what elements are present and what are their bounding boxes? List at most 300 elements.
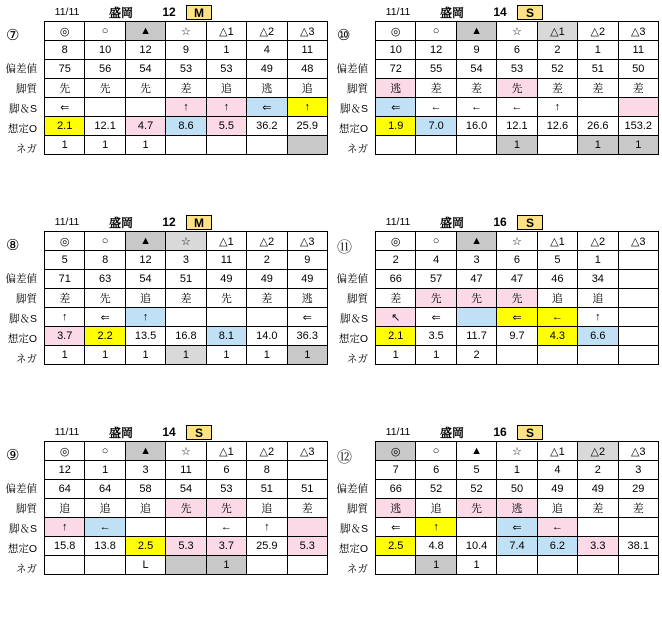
table-cell: 64: [45, 480, 85, 499]
table-cell: 46: [537, 270, 577, 289]
table-cell: 7.4: [497, 537, 537, 556]
table-cell: △3: [287, 22, 327, 41]
table-cell: [166, 308, 206, 327]
table-cell: 差: [166, 79, 206, 98]
table-cell: ◎: [45, 232, 85, 251]
table-cell: 1: [497, 136, 537, 155]
table-cell: 4.7: [125, 117, 165, 136]
table-cell: 16.8: [166, 327, 206, 346]
table-cell: △3: [287, 232, 327, 251]
panel-index: ⑨: [6, 447, 20, 464]
race-panel: [0, 420, 331, 628]
table-cell: 8.1: [206, 327, 246, 346]
race-class-badge: S: [517, 215, 543, 230]
table-cell: 5: [537, 251, 577, 270]
table-cell: 5.3: [166, 537, 206, 556]
table-cell: 25.9: [287, 117, 327, 136]
table-cell: 54: [456, 60, 496, 79]
table-cell: 47: [456, 270, 496, 289]
table-cell: △2: [578, 442, 618, 461]
table-cell: 48: [287, 60, 327, 79]
table-cell: 49: [578, 480, 618, 499]
table-cell: 72: [376, 60, 416, 79]
table-row: [45, 308, 328, 327]
table-cell: 追: [85, 499, 125, 518]
row-label: 脚質: [347, 83, 368, 95]
table-cell: ○: [416, 442, 456, 461]
race-date: 11/11: [54, 426, 80, 438]
table-cell: 10: [85, 41, 125, 60]
table-cell: 逃: [376, 499, 416, 518]
table-cell: 追: [416, 499, 456, 518]
row-label: 脚＆S: [8, 103, 37, 115]
race-table: [44, 441, 328, 575]
table-cell: 6: [497, 251, 537, 270]
table-cell: [287, 136, 327, 155]
table-cell: 追: [206, 79, 246, 98]
table-cell: [537, 136, 577, 155]
table-cell: 2: [578, 461, 618, 480]
table-cell: 16.0: [456, 117, 496, 136]
table-cell: 49: [287, 270, 327, 289]
table-cell: 1: [125, 136, 165, 155]
table-cell: △2: [578, 232, 618, 251]
table-cell: 1: [166, 346, 206, 365]
table-cell: 先: [206, 289, 246, 308]
race-panel: [331, 420, 662, 628]
table-cell: [206, 136, 246, 155]
table-cell: 3.3: [578, 537, 618, 556]
table-cell: 差: [166, 289, 206, 308]
table-cell: ←: [85, 518, 125, 537]
table-cell: [456, 308, 496, 327]
table-cell: 12: [416, 41, 456, 60]
table-cell: △3: [287, 442, 327, 461]
panel-header: [375, 4, 656, 20]
table-row: [376, 270, 659, 289]
row-label: 脚質: [16, 293, 37, 305]
table-cell: 13.5: [125, 327, 165, 346]
row-label-column: [0, 19, 40, 159]
table-row: [45, 518, 328, 537]
row-label: ネガ: [16, 143, 37, 155]
table-cell: ☆: [166, 22, 206, 41]
table-cell: 8: [45, 41, 85, 60]
table-row: [376, 117, 659, 136]
table-cell: 1: [45, 346, 85, 365]
row-label: [0, 229, 40, 249]
table-cell: 追: [125, 499, 165, 518]
row-label: 偏差値: [336, 63, 368, 75]
table-cell: ☆: [497, 442, 537, 461]
race-venue: 盛岡: [439, 5, 464, 20]
row-label: 偏差値: [5, 483, 37, 495]
table-cell: ⇐: [85, 308, 125, 327]
table-cell: [618, 289, 658, 308]
table-cell: [456, 518, 496, 537]
table-cell: 先: [456, 499, 496, 518]
row-label: 想定O: [338, 333, 368, 345]
table-row: [45, 251, 328, 270]
table-cell: 1: [206, 41, 246, 60]
table-row: [45, 537, 328, 556]
table-cell: 先: [85, 289, 125, 308]
table-row: [45, 60, 328, 79]
table-cell: ○: [85, 22, 125, 41]
table-cell: [166, 136, 206, 155]
row-label: 想定O: [338, 123, 368, 135]
table-cell: [125, 98, 165, 117]
table-cell: 差: [287, 499, 327, 518]
row-label: [331, 439, 371, 459]
table-cell: 2.2: [85, 327, 125, 346]
table-cell: 11: [166, 461, 206, 480]
table-cell: ↑: [578, 308, 618, 327]
table-cell: 12: [45, 461, 85, 480]
table-cell: 3: [166, 251, 206, 270]
panel-index: ⑦: [6, 27, 20, 44]
table-cell: ○: [416, 22, 456, 41]
table-cell: 36.2: [247, 117, 287, 136]
table-cell: ⇐: [376, 518, 416, 537]
table-cell: ⇐: [416, 308, 456, 327]
table-cell: 追: [537, 499, 577, 518]
row-label: 偏差値: [336, 273, 368, 285]
table-cell: [456, 136, 496, 155]
table-row: [45, 22, 328, 41]
table-cell: 差: [416, 79, 456, 98]
table-cell: 8: [85, 251, 125, 270]
table-cell: △3: [618, 442, 658, 461]
table-cell: 4.3: [537, 327, 577, 346]
row-label: 偏差値: [5, 273, 37, 285]
table-cell: 12: [125, 251, 165, 270]
table-cell: △1: [537, 442, 577, 461]
table-cell: 53: [206, 480, 246, 499]
row-label: [331, 229, 371, 249]
table-cell: 49: [206, 270, 246, 289]
table-cell: 1: [125, 346, 165, 365]
table-cell: 50: [497, 480, 537, 499]
table-cell: ▲: [125, 22, 165, 41]
table-cell: 3.7: [45, 327, 85, 346]
table-cell: 8: [247, 461, 287, 480]
table-cell: 先: [166, 499, 206, 518]
table-cell: [247, 308, 287, 327]
table-cell: △1: [537, 232, 577, 251]
table-cell: 50: [618, 60, 658, 79]
table-cell: 51: [578, 60, 618, 79]
table-cell: 9: [456, 41, 496, 60]
race-number: 12: [162, 215, 176, 229]
table-cell: 54: [125, 60, 165, 79]
table-cell: △2: [247, 22, 287, 41]
table-cell: 5.3: [287, 537, 327, 556]
race-table: [375, 231, 659, 365]
row-label: 脚＆S: [8, 313, 37, 325]
table-cell: [376, 556, 416, 575]
table-cell: 6.2: [537, 537, 577, 556]
row-label: ネガ: [16, 353, 37, 365]
table-cell: 15.8: [45, 537, 85, 556]
table-cell: ⇐: [376, 98, 416, 117]
table-cell: 6: [497, 41, 537, 60]
table-cell: 先: [497, 79, 537, 98]
panel-header: [44, 424, 325, 440]
row-label-column: [331, 229, 371, 369]
table-cell: 49: [247, 60, 287, 79]
row-label: [331, 19, 371, 39]
table-cell: 58: [125, 480, 165, 499]
table-row: [45, 461, 328, 480]
table-cell: ▲: [456, 22, 496, 41]
table-cell: [618, 518, 658, 537]
panel-header: [44, 4, 325, 20]
table-cell: 逃: [247, 79, 287, 98]
table-cell: 6.6: [578, 327, 618, 346]
table-row: [376, 327, 659, 346]
table-cell: 1: [578, 251, 618, 270]
race-date: 11/11: [385, 216, 411, 228]
row-label: [0, 249, 40, 269]
table-row: [376, 308, 659, 327]
table-row: [45, 289, 328, 308]
race-table: [44, 231, 328, 365]
table-cell: 11: [618, 41, 658, 60]
table-cell: 36.3: [287, 327, 327, 346]
table-row: [45, 480, 328, 499]
table-cell: 1: [497, 461, 537, 480]
row-label: ネガ: [347, 143, 368, 155]
table-cell: 5.5: [206, 117, 246, 136]
table-cell: 2: [456, 346, 496, 365]
table-cell: ⇐: [497, 518, 537, 537]
row-label: [0, 19, 40, 39]
table-cell: 1: [578, 41, 618, 60]
table-cell: ○: [85, 442, 125, 461]
table-cell: △1: [537, 22, 577, 41]
race-panel: [331, 210, 662, 420]
table-cell: 差: [578, 79, 618, 98]
table-cell: [497, 556, 537, 575]
table-cell: 66: [376, 480, 416, 499]
table-cell: 追: [287, 79, 327, 98]
race-number: 16: [493, 425, 507, 439]
panel-index: ⑧: [6, 237, 20, 254]
table-cell: 55: [416, 60, 456, 79]
table-cell: 9: [166, 41, 206, 60]
race-panel: [331, 0, 662, 210]
row-label-column: [0, 229, 40, 369]
table-cell: ↑: [45, 518, 85, 537]
table-cell: [287, 518, 327, 537]
row-label: 脚＆S: [339, 103, 368, 115]
table-cell: ⇐: [287, 308, 327, 327]
race-number: 16: [493, 215, 507, 229]
table-cell: 差: [618, 499, 658, 518]
table-cell: 25.9: [247, 537, 287, 556]
row-label: 脚質: [347, 503, 368, 515]
table-cell: 52: [456, 480, 496, 499]
table-cell: ↑: [247, 518, 287, 537]
table-cell: ☆: [497, 232, 537, 251]
row-label-column: [331, 439, 371, 579]
table-cell: 差: [537, 79, 577, 98]
table-cell: 153.2: [618, 117, 658, 136]
table-row: [376, 289, 659, 308]
table-cell: 逃: [376, 79, 416, 98]
table-cell: 47: [497, 270, 537, 289]
table-cell: 57: [416, 270, 456, 289]
race-venue: 盛岡: [439, 425, 464, 440]
table-cell: 3: [618, 461, 658, 480]
table-cell: 38.1: [618, 537, 658, 556]
table-cell: 1: [85, 461, 125, 480]
row-label: 想定O: [7, 543, 37, 555]
table-cell: 先: [416, 289, 456, 308]
table-cell: △1: [206, 232, 246, 251]
table-row: [45, 442, 328, 461]
table-cell: 51: [247, 480, 287, 499]
table-row: [376, 556, 659, 575]
table-cell: 2: [247, 251, 287, 270]
table-cell: 26.6: [578, 117, 618, 136]
table-row: [376, 22, 659, 41]
table-cell: ←: [537, 518, 577, 537]
row-label: 脚質: [347, 293, 368, 305]
row-label: 脚質: [16, 503, 37, 515]
table-cell: 1: [85, 346, 125, 365]
table-row: [376, 136, 659, 155]
table-cell: 差: [376, 289, 416, 308]
panel-header: [375, 424, 656, 440]
table-cell: 51: [166, 270, 206, 289]
table-cell: 3.5: [416, 327, 456, 346]
table-row: [376, 232, 659, 251]
table-cell: [166, 518, 206, 537]
table-cell: 4: [537, 461, 577, 480]
table-cell: ←: [537, 308, 577, 327]
table-cell: 1: [45, 136, 85, 155]
table-cell: [537, 346, 577, 365]
table-cell: ⇐: [497, 308, 537, 327]
table-cell: 14.0: [247, 327, 287, 346]
table-row: [376, 98, 659, 117]
race-venue: 盛岡: [439, 215, 464, 230]
table-cell: 逃: [497, 499, 537, 518]
table-cell: 先: [85, 79, 125, 98]
table-cell: ○: [85, 232, 125, 251]
race-number: 12: [162, 5, 176, 19]
panel-index: ⑫: [337, 449, 353, 466]
table-cell: [618, 98, 658, 117]
table-cell: ←: [206, 518, 246, 537]
panel-index: ⑩: [337, 27, 351, 44]
table-cell: ▲: [456, 442, 496, 461]
table-cell: ◎: [376, 442, 416, 461]
table-cell: △2: [578, 22, 618, 41]
table-cell: 6: [206, 461, 246, 480]
table-cell: 66: [376, 270, 416, 289]
race-date: 11/11: [385, 426, 411, 438]
table-cell: [85, 98, 125, 117]
table-cell: ←: [416, 98, 456, 117]
table-cell: 52: [416, 480, 456, 499]
row-label: 脚＆S: [8, 523, 37, 535]
table-cell: 1.9: [376, 117, 416, 136]
table-cell: 1: [578, 136, 618, 155]
row-label: 脚質: [16, 83, 37, 95]
table-cell: [376, 136, 416, 155]
row-label: [0, 39, 40, 59]
table-row: [376, 499, 659, 518]
table-row: [45, 98, 328, 117]
table-row: [45, 136, 328, 155]
table-cell: 2.1: [45, 117, 85, 136]
row-label: ネガ: [347, 563, 368, 575]
row-label: [0, 439, 40, 459]
race-date: 11/11: [385, 6, 411, 18]
row-label: 偏差値: [336, 483, 368, 495]
table-cell: 13.8: [85, 537, 125, 556]
row-label: [0, 459, 40, 479]
table-cell: ⇐: [45, 98, 85, 117]
table-cell: 11.7: [456, 327, 496, 346]
table-cell: L: [125, 556, 165, 575]
table-cell: [247, 556, 287, 575]
panel-header: [375, 214, 656, 230]
race-class-badge: S: [517, 5, 543, 20]
race-panel: [0, 210, 331, 420]
table-cell: [166, 556, 206, 575]
table-cell: [537, 556, 577, 575]
row-label: 想定O: [7, 123, 37, 135]
table-cell: ☆: [166, 442, 206, 461]
table-cell: 54: [166, 480, 206, 499]
table-cell: 4: [247, 41, 287, 60]
table-cell: 49: [537, 480, 577, 499]
table-cell: [287, 461, 327, 480]
table-cell: △1: [206, 442, 246, 461]
row-label: ネガ: [16, 563, 37, 575]
table-cell: ▲: [125, 232, 165, 251]
table-row: [376, 480, 659, 499]
table-cell: 53: [166, 60, 206, 79]
table-cell: 12.1: [497, 117, 537, 136]
table-cell: 1: [206, 556, 246, 575]
race-panel: [0, 0, 331, 210]
table-cell: 49: [247, 270, 287, 289]
table-cell: 52: [537, 60, 577, 79]
race-class-badge: M: [186, 5, 212, 20]
table-row: [45, 41, 328, 60]
table-cell: 1: [456, 556, 496, 575]
table-cell: 63: [85, 270, 125, 289]
table-cell: 71: [45, 270, 85, 289]
row-label: ネガ: [347, 353, 368, 365]
table-cell: 1: [376, 346, 416, 365]
table-cell: 54: [125, 270, 165, 289]
table-cell: ↑: [125, 308, 165, 327]
panel-header: [44, 214, 325, 230]
table-cell: 先: [456, 289, 496, 308]
table-cell: [618, 346, 658, 365]
table-cell: [578, 98, 618, 117]
race-number: 14: [493, 5, 507, 19]
table-row: [376, 518, 659, 537]
table-cell: 追: [537, 289, 577, 308]
table-cell: 2.5: [376, 537, 416, 556]
